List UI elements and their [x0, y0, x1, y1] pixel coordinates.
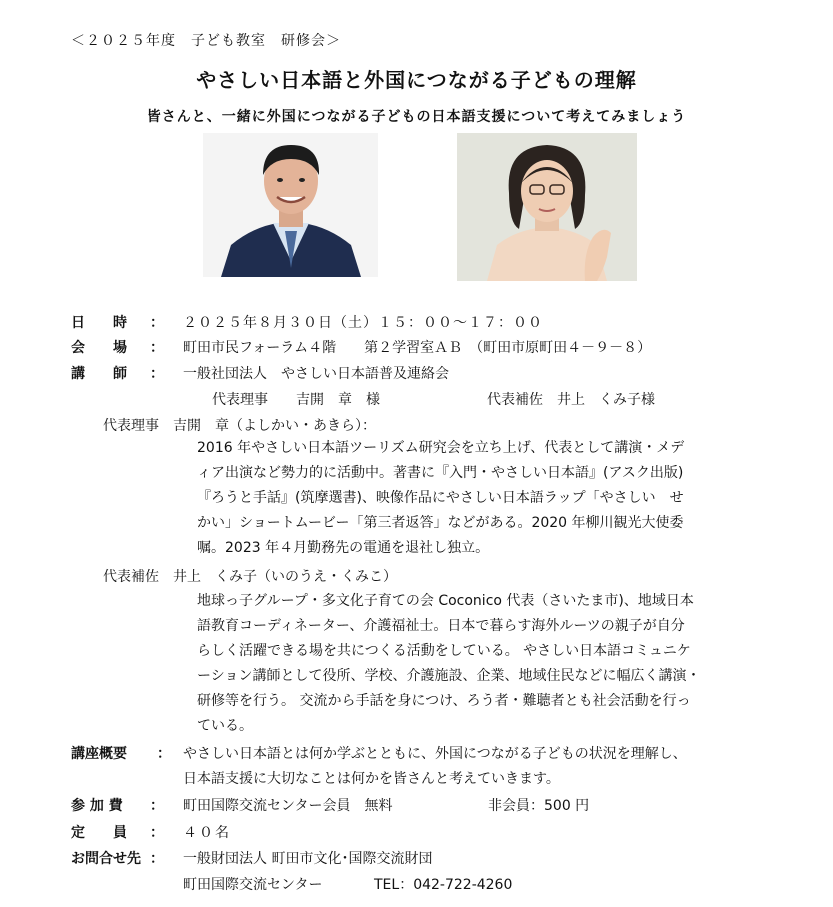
lecturer-label: 講 師: [71, 366, 127, 382]
overview-line-2: 日本語支援に大切なことは何かを皆さんと考えていきます。: [183, 771, 560, 787]
bio-inoue-text: [197, 589, 700, 739]
bio-yoshikai-line: 2016 年やさしい日本語ツーリズム研究会を立ち上げ、代表として講演・メデ: [197, 440, 685, 456]
contact-center: 町田国際交流センター: [183, 877, 323, 893]
contact-label: お問合せ先: [71, 851, 141, 867]
contact-org: 一般財団法人 町田市文化･国際交流財団: [183, 851, 433, 867]
fee-nonmember: 非会員：500 円: [488, 798, 590, 814]
lecturer-colon: ：: [150, 366, 164, 382]
venue-colon: ：: [150, 340, 164, 356]
overview-line-1: やさしい日本語とは何か学ぶとともに、外国につながる子どもの状況を理解し、: [183, 746, 687, 762]
capacity-label: 定 員: [71, 825, 127, 841]
bio-inoue-line: 地球っ子グループ・多文化子育ての会 Coconico 代表（さいたま市)、地域日本: [197, 593, 694, 609]
bio-inoue-line: ている。: [197, 718, 253, 734]
speaker-photo-yoshikai: [203, 133, 378, 277]
datetime-colon: ：: [150, 315, 164, 331]
bio-inoue-line: らしく活躍できる場を共につくる活動をしている。 やさしい日本語コミュニケ: [197, 643, 691, 659]
bio-yoshikai-heading: 代表理事 吉開 章（よしかい・あきら）：: [103, 418, 376, 434]
overview-colon: ：: [157, 746, 171, 762]
program-label: ＜２０２５年度 子ども教室 研修会＞: [71, 33, 341, 49]
fee-colon: ：: [150, 798, 164, 814]
contact-colon: ：: [150, 851, 164, 867]
bio-inoue-heading: 代表補佐 井上 くみ子（いのうえ・くみこ）: [103, 569, 397, 585]
bio-yoshikai-line: 嘱。2023 年４月勤務先の電通を退社し独立。: [197, 540, 490, 556]
venue-label: 会 場: [71, 340, 127, 356]
bio-inoue-line: 語教育コーディネーター、介護福祉士。日本で暮らす海外ルーツの親子が自分: [197, 618, 685, 634]
lecturer-name-inoue: 代表補佐 井上 くみ子様: [487, 392, 655, 408]
datetime-label: 日 時: [71, 315, 127, 331]
bio-yoshikai-line: かい」ショートムービー「第三者返答」などがある。2020 年柳川観光大使委: [197, 515, 684, 531]
datetime-value: ２０２５年８月３０日（土）１５：００～１７：００: [183, 315, 543, 331]
bio-inoue-line: ーション講師として役所、学校、介護施設、企業、地域住民などに幅広く講演・: [197, 668, 701, 684]
capacity-value: ４０名: [183, 825, 231, 841]
contact-tel: TEL：042-722-4260: [374, 877, 513, 893]
bio-yoshikai-line: 『ろうと手話』(筑摩選書)、映像作品にやさしい日本語ラップ「やさしい せ: [197, 490, 684, 506]
speaker-photo-inoue: [457, 133, 637, 281]
page-subtitle: 皆さんと、一緒に外国につながる子どもの日本語支援について考えてみましょう: [146, 109, 687, 125]
lecturer-name-yoshikai: 代表理事 吉開 章 様: [212, 392, 380, 408]
page-title: やさしい日本語と外国につながる子どもの理解: [196, 68, 637, 92]
bio-yoshikai-line: ィア出演など勢力的に活動中。著書に『入門・やさしい日本語』(アスク出版): [197, 465, 684, 481]
fee-member: 町田国際交流センター会員 無料: [183, 798, 393, 814]
overview-label: 講座概要: [71, 746, 127, 762]
capacity-colon: ：: [150, 825, 164, 841]
lecturer-org: 一般社団法人 やさしい日本語普及連絡会: [183, 366, 449, 382]
bio-inoue-line: 研修等を行う。 交流から手話を身につけ、ろう者・難聴者とも社会活動を行っ: [197, 693, 691, 709]
fee-label: 参 加 費: [71, 798, 123, 814]
bio-yoshikai-text: [197, 436, 684, 561]
venue-value: 町田市民フォーラム４階 第２学習室ＡＢ （町田市原町田４－９－８）: [183, 340, 652, 356]
